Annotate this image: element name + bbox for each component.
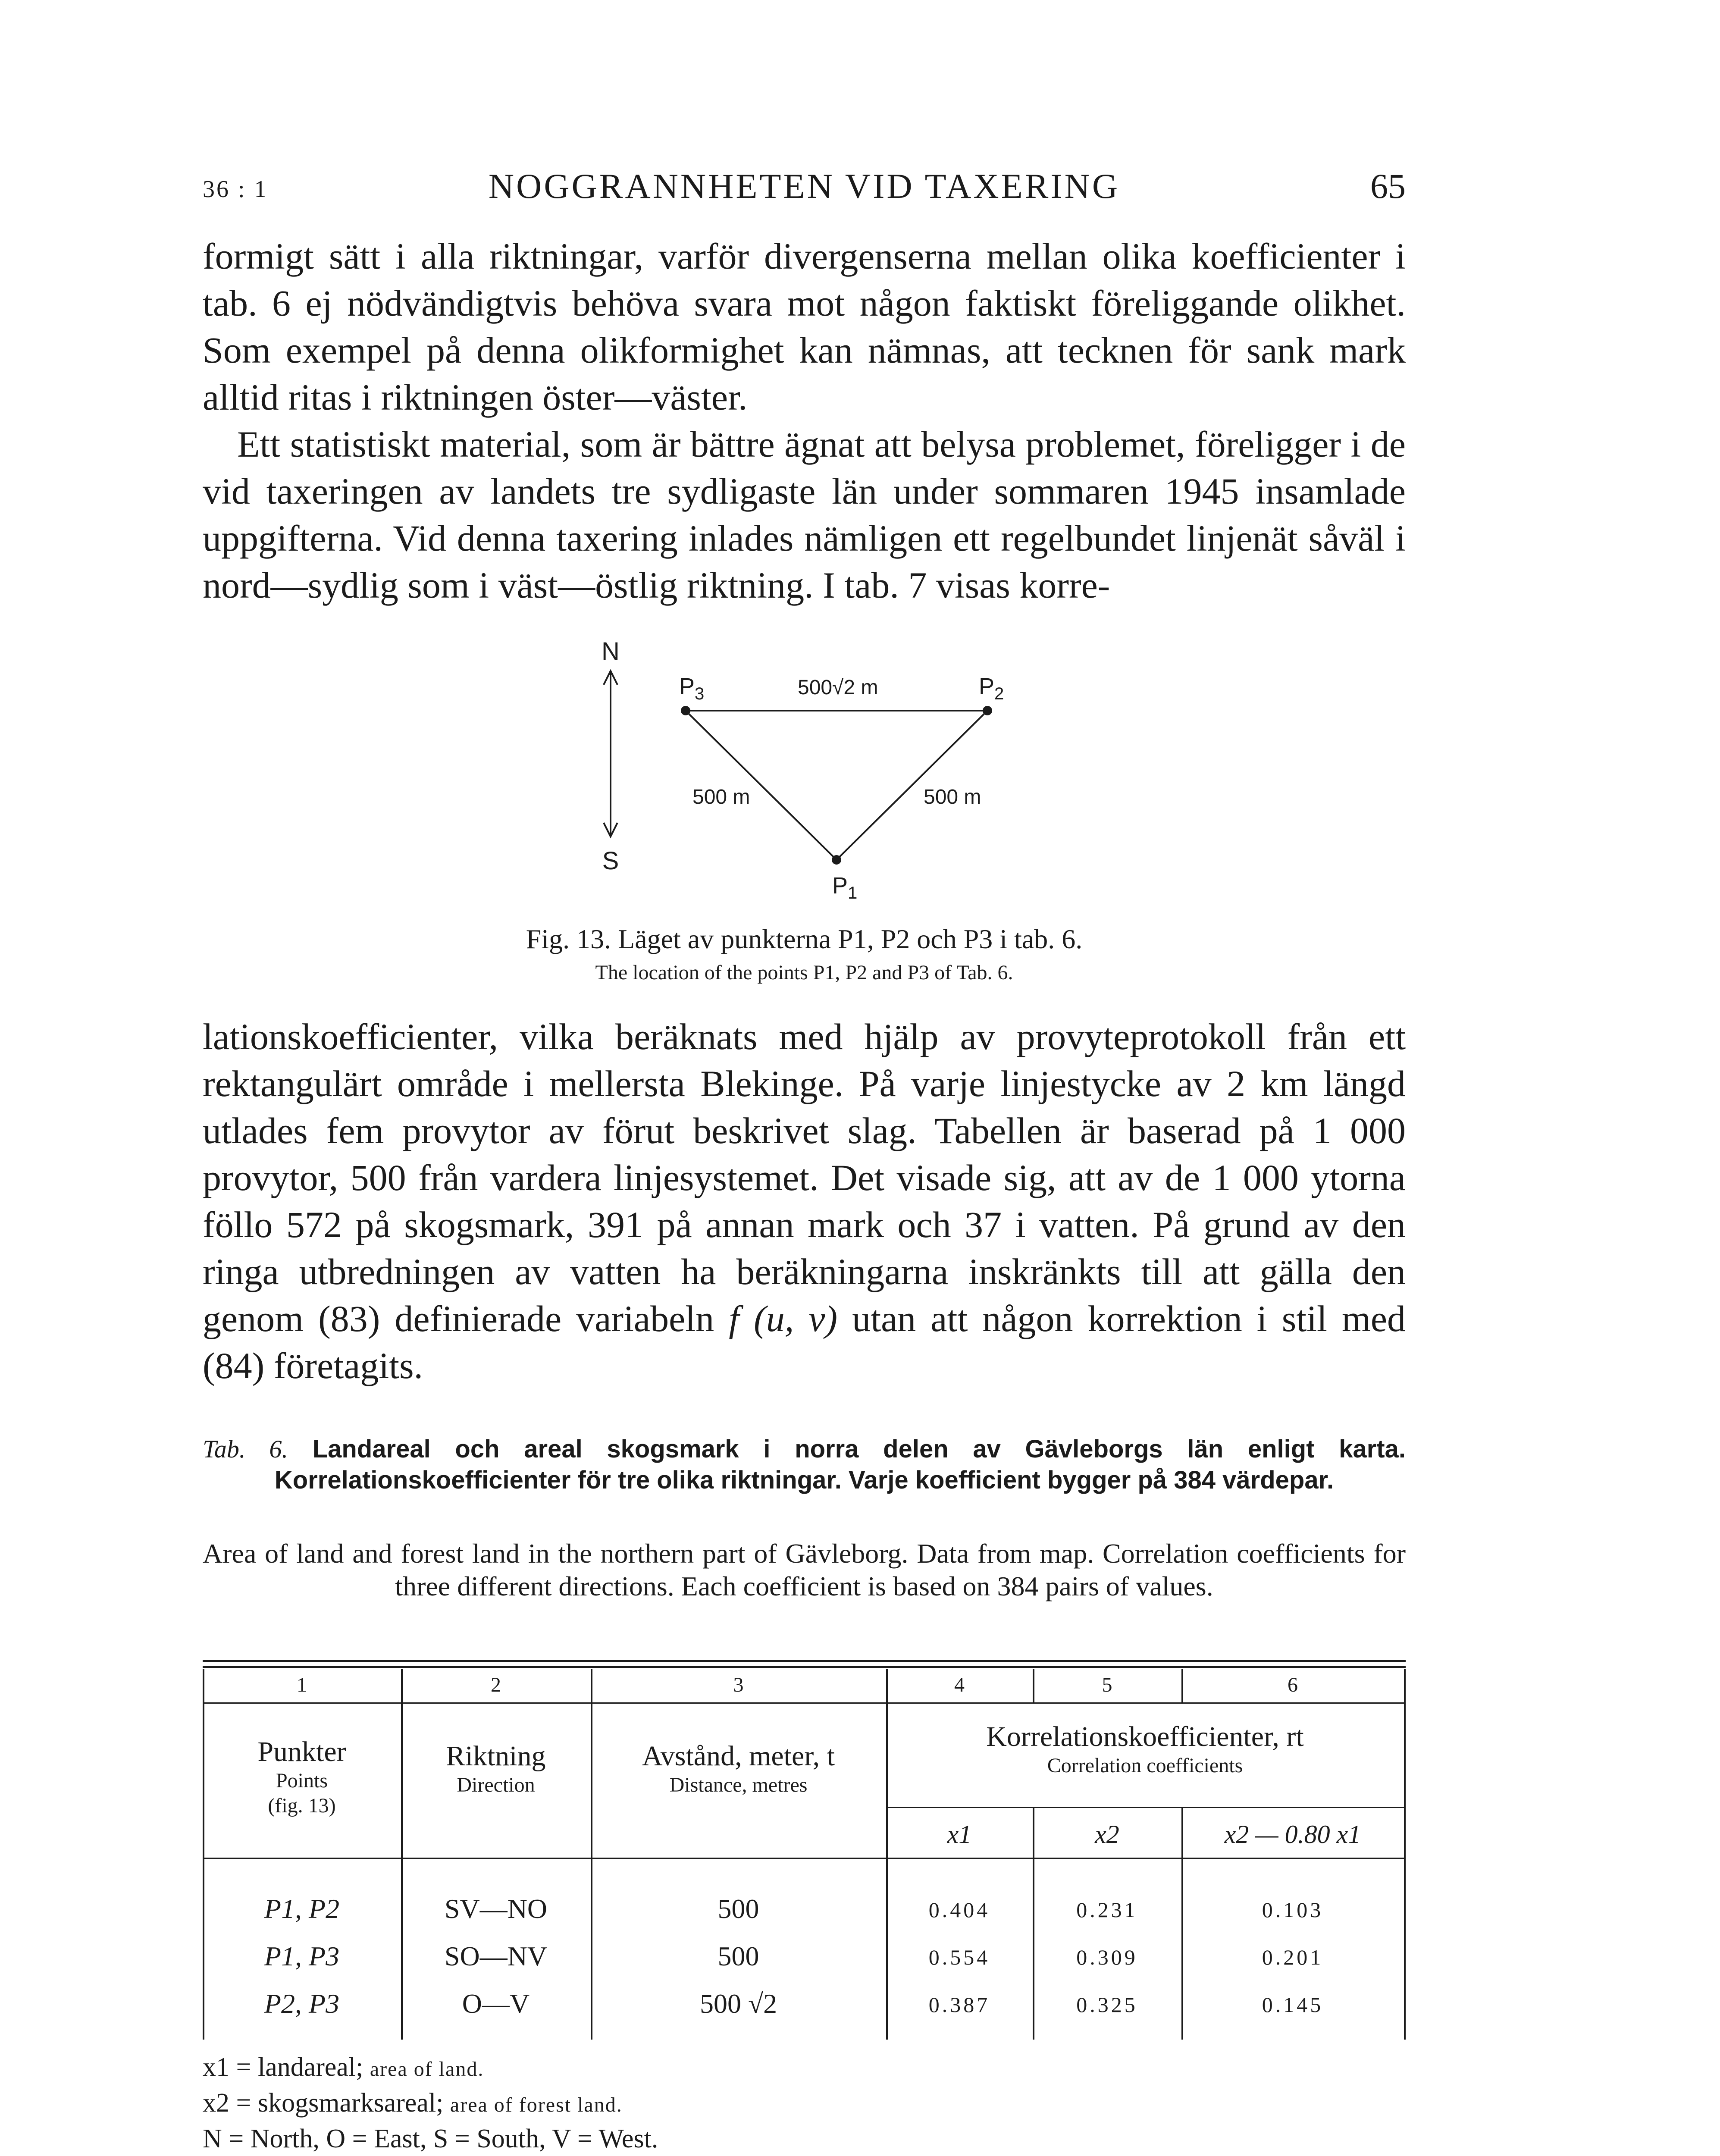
col-number: 3 xyxy=(733,1673,744,1696)
point-p3 xyxy=(681,706,690,715)
cell-distance: 500 xyxy=(717,1893,759,1924)
cell-distance: 500 xyxy=(717,1941,759,1971)
col-number: 4 xyxy=(954,1673,965,1696)
location-diagram xyxy=(569,638,1035,914)
header-distance-en: Distance, metres xyxy=(669,1774,808,1796)
col-number: 6 xyxy=(1288,1673,1298,1696)
figure-caption-swedish: Fig. 13. Läget av punkterna P1, P2 och P3 i tab. 6. xyxy=(526,924,1083,954)
table-label: Tab. 6. xyxy=(203,1435,288,1463)
cell-x2: 0.231 xyxy=(1076,1898,1138,1922)
cell-diff: 0.201 xyxy=(1262,1945,1324,1969)
cell-x1: 0.387 xyxy=(928,1993,990,2017)
row-rule xyxy=(203,1702,1406,1704)
paragraph-3 xyxy=(203,1013,1406,1389)
side-p3-p1 xyxy=(686,711,837,860)
col-rule xyxy=(401,1669,403,2040)
cell-direction: SO—NV xyxy=(444,1941,548,1971)
table-title-swedish xyxy=(203,1434,1406,1496)
col-rule xyxy=(203,1669,204,2040)
paragraph-3-text-b: utan att någon korrektion i stil med (84) företagits. xyxy=(203,1298,1406,1386)
note-x1 xyxy=(203,2050,658,2086)
cell-x1: 0.554 xyxy=(928,1945,990,1969)
cell-x2: 0.325 xyxy=(1076,1993,1138,2017)
header-distance xyxy=(591,1740,886,1798)
south-label: S xyxy=(602,847,619,875)
point-p1 xyxy=(832,855,841,865)
table-title-english: Area of land and forest land in the northern part of Gävleborg. Data from map. Correlation coefficients for three different directions. Each coefficient is based on 384 pairs of values. xyxy=(203,1538,1406,1601)
cell-x1: 0.404 xyxy=(928,1898,990,1922)
cell-points: P1, P2 xyxy=(264,1893,340,1924)
cell-x2: 0.309 xyxy=(1076,1945,1138,1969)
running-head xyxy=(203,166,1406,213)
header-points-ref: (fig. 13) xyxy=(268,1794,336,1817)
header-points-en: Points xyxy=(276,1769,328,1792)
function-symbol: f (u, v) xyxy=(729,1298,838,1339)
header-points-sv: Punkter xyxy=(257,1736,346,1767)
note-x2 xyxy=(203,2086,658,2122)
note-x1-en: area of land. xyxy=(370,2058,484,2081)
paragraph-3-text-a: lationskoefficienter, vilka beräknats med hjälp av provyteprotokoll från ett rektangulärt område i mellersta Blekinge. På varje linjestycke av 2 km längd utlades fem provytor av förut beskrivet slag. Tabellen är baserad på 1 000 provytor, 500 från vardera linjesystemet. Det visade sig, att av de 1 000 ytorna föllo 572 på skogsmark, 391 på annan mark och 37 i vatten. På grund av den ringa utbredningen av vatten ha beräkningarna inskränkts till att gälla den genom (83) definierade variabeln xyxy=(203,1016,1406,1339)
label-p1: $P_1$ xyxy=(832,873,858,903)
header-corr-sv: Korrelationskoefficienter, rt xyxy=(986,1721,1304,1752)
cell-points: P2, P3 xyxy=(264,1988,340,2019)
running-title: NOGGRANNHETEN VID TAXERING xyxy=(488,166,1120,206)
header-direction-sv: Riktning xyxy=(446,1740,546,1772)
figure-13 xyxy=(569,638,1035,914)
header-direction xyxy=(401,1740,591,1798)
header-correlation xyxy=(886,1720,1404,1778)
note-x2-sv: x2 = skogsmarksareal; xyxy=(203,2088,444,2118)
header-x2: x2 xyxy=(1095,1820,1119,1849)
note-directions: N = North, O = East, S = South, V = West. xyxy=(203,2124,658,2153)
header-points xyxy=(203,1736,401,1818)
label-p2: $P_2$ xyxy=(979,674,1004,703)
header-x2-minus: x2 — 0.80 x1 xyxy=(1224,1820,1361,1849)
page-number: 65 xyxy=(1370,166,1406,206)
point-p2 xyxy=(983,706,992,715)
col-rule xyxy=(1404,1669,1406,2040)
table-title-text: Landareal och areal skogsmark i norra delen av Gävleborgs län enligt karta. Korrelationskoefficienter för tre olika riktningar. Varje koefficient bygger på 384 värdepar. xyxy=(274,1435,1406,1494)
label-p3: $P_3$ xyxy=(679,674,705,703)
table-notes xyxy=(203,2050,658,2156)
cell-direction: O—V xyxy=(462,1988,530,2019)
col-number: 1 xyxy=(297,1673,307,1696)
col-rule xyxy=(591,1669,592,2040)
header-distance-sv: Avstånd, meter, t xyxy=(642,1740,835,1772)
cell-diff: 0.103 xyxy=(1262,1898,1324,1922)
note-x1-sv: x1 = landareal; xyxy=(203,2053,363,2082)
volume-number: 36 : 1 xyxy=(203,176,268,203)
figure-caption-english: The location of the points P1, P2 and P3 of Tab. 6. xyxy=(595,961,1013,984)
paragraph-1: formigt sätt i alla riktningar, varför divergenserna mellan olika koefficienter i tab. 6 ej nödvändigtvis behöva svara mot någon faktiskt föreliggande olikhet. Som exempel på denna olikformighet kan nämnas, att tecknen för sank mark alltid ritas i riktningen öster—väster. xyxy=(203,235,1406,418)
header-corr-en: Correlation coefficients xyxy=(1047,1754,1243,1777)
cell-direction: SV—NO xyxy=(444,1893,548,1924)
table-top-rule xyxy=(203,1660,1406,1662)
distance-p2-p1: 500 m xyxy=(924,786,981,808)
cell-distance: 500 √2 xyxy=(699,1988,777,2019)
header-direction-en: Direction xyxy=(457,1774,535,1796)
col-number: 2 xyxy=(491,1673,501,1696)
table-top-rule-2 xyxy=(203,1666,1406,1668)
distance-p3-p2: 500√2 m xyxy=(798,676,878,699)
distance-p3-p1: 500 m xyxy=(692,786,750,808)
cell-points: P1, P3 xyxy=(264,1941,340,1971)
row-rule xyxy=(203,1858,1406,1859)
col-number: 5 xyxy=(1102,1673,1112,1696)
paragraph-2: Ett statistiskt material, som är bättre ägnat att belysa problemet, föreligger i de vid taxeringen av landets tre sydligaste län under sommaren 1945 insamlade uppgifterna. Vid denna taxering inlades nämligen ett regelbundet linjenät såväl i nord—sydlig som i väst—östlig riktning. I tab. 7 visas korre- xyxy=(203,423,1406,606)
row-rule xyxy=(886,1807,1406,1808)
north-label: N xyxy=(602,638,620,665)
header-x1: x1 xyxy=(947,1820,972,1849)
cell-diff: 0.145 xyxy=(1262,1993,1324,2017)
side-p2-p1 xyxy=(837,711,987,860)
table-6 xyxy=(203,1660,1406,2040)
note-x2-en: area of forest land. xyxy=(450,2093,623,2116)
